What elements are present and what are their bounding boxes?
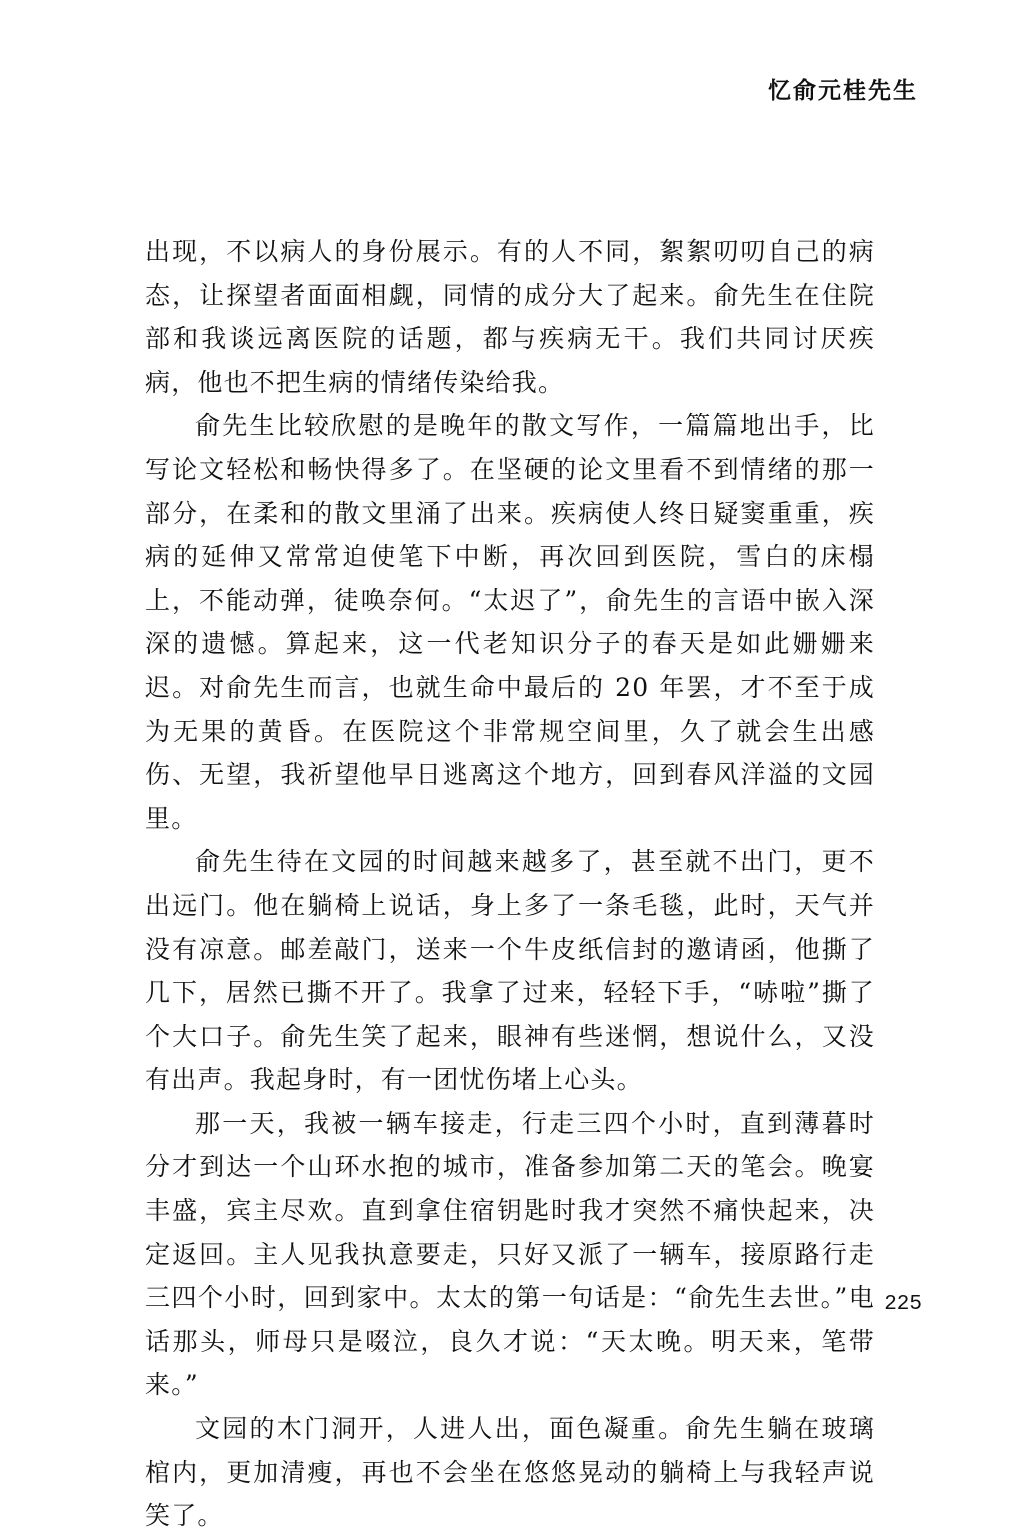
paragraph: 文园的木门洞开，人进人出，面色凝重。俞先生躺在玻璃棺内，更加清瘦，再也不会坐在悠悠晃动的躺椅上与我轻声说笑了。 <box>145 1414 875 1531</box>
paragraph-continued: 出现，不以病人的身份展示。有的人不同，絮絮叨叨自己的病态，让探望者面面相觑，同情的成分大了起来。俞先生在住院部和我谈远离医院的话题，都与疾病无干。我们共同讨厌疾病，他也不把生病的情绪传染给我。 <box>145 237 875 397</box>
page-number: 225 <box>884 1293 922 1316</box>
paragraph: 俞先生待在文园的时间越来越多了，甚至就不出门，更不出远门。他在躺椅上说话，身上多了一条毛毯，此时，天气并没有凉意。邮差敲门，送来一个牛皮纸信封的邀请函，他撕了几下，居然已撕不开了。我拿了过来，轻轻下手，“哧啦”撕了个大口子。俞先生笑了起来，眼神有些迷惘，想说什么，又没有出声。我起身时，有一团忧伤堵上心头。 <box>145 847 875 1095</box>
body-text <box>145 230 875 1538</box>
running-header: 忆俞元桂先生 <box>768 77 918 104</box>
paragraph: 俞先生比较欣慰的是晚年的散文写作，一篇篇地出手，比写论文轻松和畅快得多了。在坚硬的论文里看不到情绪的那一部分，在柔和的散文里涌了出来。疾病使人终日疑窦重重，疾病的延伸又常常迫使笔下中断，再次回到医院，雪白的床榻上，不能动弹，徒唤奈何。“太迟了”，俞先生的言语中嵌入深深的遗憾。算起来，这一代老知识分子的春天是如此姗姗来迟。对俞先生而言，也就生命中最后的 20 年罢，才不至于成为无果的黄昏。在医院这个非常规空间里，久了就会生出感伤、无望，我祈望他早日逃离这个地方，回到春风洋溢的文园里。 <box>145 411 875 833</box>
paragraph: 那一天，我被一辆车接走，行走三四个小时，直到薄暮时分才到达一个山环水抱的城市，准备参加第二天的笔会。晚宴丰盛，宾主尽欢。直到拿住宿钥匙时我才突然不痛快起来，决定返回。主人见我执意要走，只好又派了一辆车，接原路行走三四个小时，回到家中。太太的第一句话是：“俞先生去世。”电话那头，师母只是啜泣，良久才说：“天太晚。明天来，笔带来。” <box>145 1108 875 1400</box>
